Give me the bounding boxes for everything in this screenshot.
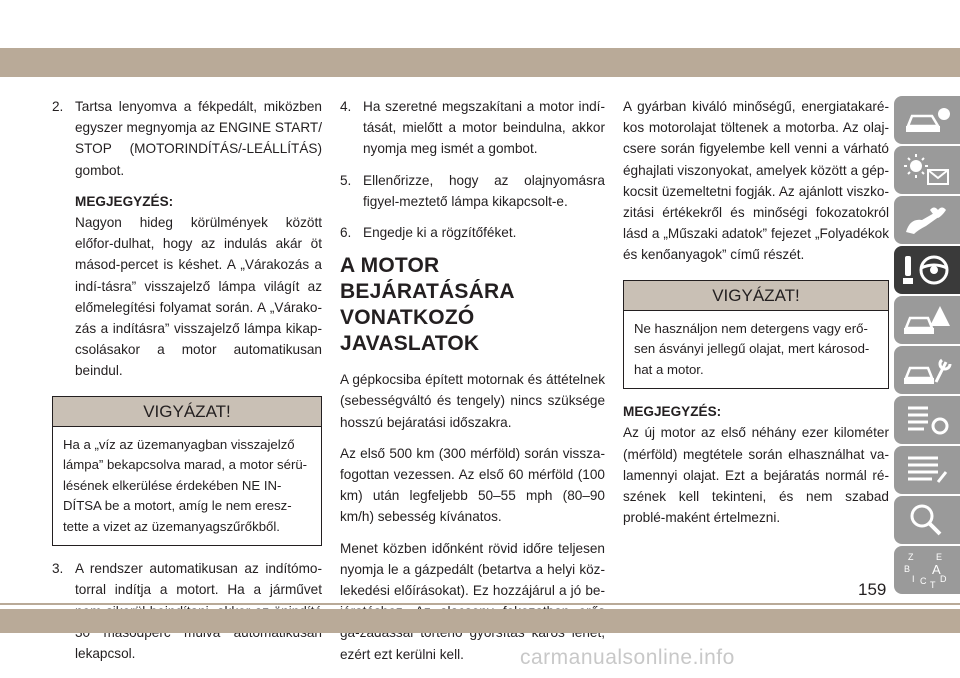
step-number: 4. xyxy=(340,99,352,114)
paragraph: A gépkocsiba épített motornak és áttételnek (sebességváltó és tengely) nincs szüksége hosszú bejáratási időszakra. xyxy=(340,372,605,430)
step-text: Ellenőrizze, hogy az olajnyomásra figyel-meztető lámpa kikapcsolt-e. xyxy=(363,172,605,209)
step-number: 3. xyxy=(52,561,64,577)
note-heading: MEGJEGYZÉS: xyxy=(75,193,174,209)
index-letter: I xyxy=(912,574,915,584)
index-letter: D xyxy=(940,574,947,584)
person-heart-icon xyxy=(902,202,952,238)
tab-car-warning[interactable] xyxy=(894,296,960,344)
lights-mail-icon xyxy=(902,152,952,188)
column-right xyxy=(623,96,889,538)
step-5 xyxy=(340,170,605,212)
index-letters-icon xyxy=(902,550,952,590)
paragraph: A gyárban kiváló minőségű, energiatakaré-kos motorolajat töltenek a motorba. Az olaj-csere során figyelembe kell venni a várható éghajlati viszonyokat, amelyek között a gép-kocsit üzemeltetni fogják. Az ajánlott viszko-zitási értékekről és minőségi fokozatokról lásd a „Műszaki adatok” fejezet „Folyadékok és kenőanyagok” című részét. xyxy=(623,99,889,263)
note-text: Az új motor az első néhány ezer kilométer (mérföld) megtétele során elhasználhat va-lamennyi olajat. Ezt a bejáratás normál ré-szének kell tekinteni, és nem szabad problé-maként értelmezni. xyxy=(623,425,889,526)
tab-lights-mail[interactable] xyxy=(894,146,960,194)
column-left xyxy=(52,96,322,674)
bottom-line xyxy=(0,603,960,605)
tab-person-heart[interactable] xyxy=(894,196,960,244)
column-middle xyxy=(340,96,605,675)
step-text: Engedje ki a rögzítőféket. xyxy=(363,225,517,241)
bottom-band xyxy=(0,609,960,633)
tab-index[interactable] xyxy=(894,546,960,594)
step-2 xyxy=(52,96,322,181)
section-heading: A MOTOR BEJÁRATÁSÁRA VONATKOZÓ JAVASLATOK xyxy=(340,254,514,356)
step-text: A rendszer automatikusan az indítómo-torral indítja a motort. Ha a járművet lekapcsol. xyxy=(75,561,322,661)
tab-car-wrench[interactable] xyxy=(894,346,960,394)
warning-text: Ne használjon nem detergens vagy erő-sen ásványi jellegű olajat, mert károsod-hat a motor. xyxy=(634,320,870,377)
spec-list-icon xyxy=(902,402,952,438)
warning-title: VIGYÁZAT! xyxy=(53,397,321,427)
step-number: 2. xyxy=(52,99,64,114)
list-icon xyxy=(902,452,952,488)
warning-title: VIGYÁZAT! xyxy=(624,281,888,311)
index-letter: T xyxy=(930,580,936,590)
index-letter: B xyxy=(904,564,911,574)
warning-text: Ha a „víz az üzemanyagban visszajelző lámpa” bekapcsolva marad, a motor sérü-lésének elkerülése érdekében NE IN-DÍTSA be a motort, amíg le nem eresz-tette a vizet az üzemanyagszűrőkből. xyxy=(63,436,308,534)
note-text: Nagyon hideg körülmények között előfor-dulhat, hogy az indulás akár öt másod-percet is késhet. A „Várakozás a indí-tásra” visszajelző lámpa világít az előmelegítési folyamat során. A „Várako-zás a indításra” visszajelző lámpa kikap-csolásakor a motor automatikusan beindul. xyxy=(75,215,322,379)
step-text: Ha szeretné megszakítani a motor indí-tását, mielőtt a motor beindulna, akkor nyomja meg ismét a gombot. xyxy=(363,99,605,157)
car-info-icon xyxy=(902,102,952,138)
car-wrench-icon xyxy=(902,352,952,388)
tab-starting-driving[interactable] xyxy=(894,246,960,294)
warning-box xyxy=(52,396,322,547)
top-band xyxy=(0,48,960,77)
chapter-tabs xyxy=(894,96,960,596)
watermark: carmanualsonline.info xyxy=(520,646,735,669)
step-6 xyxy=(340,222,605,243)
paragraph: Menet közben időnként rövid időre teljesen nyomja le a gázpedált (betartva a helyi köz-lekedési előírásokat). Ez hozzájárul a jó be- ezért ezt kerülni kell. xyxy=(340,540,605,662)
index-letter: E xyxy=(936,552,943,562)
page-number: 159 xyxy=(858,580,887,599)
step-text: Tartsa lenyomva a fékpedált, miközben egyszer megnyomja az ENGINE START/ STOP (MOTORINDÍTÁS/-LEÁLLÍTÁS) gombot. xyxy=(75,99,322,178)
warning-box xyxy=(623,280,889,390)
tab-technical-specs[interactable] xyxy=(894,396,960,444)
paragraph: Az első 500 km (300 mérföld) során vissza-fogottan vezessen. Az első 60 mérföld (100 km) után legfeljebb 50–55 mph (80–90 km/h) sebesség kívánatos. xyxy=(340,445,605,525)
step-number: 6. xyxy=(340,225,352,241)
step-number: 5. xyxy=(340,172,352,188)
index-letter: A xyxy=(932,562,941,577)
step-4 xyxy=(340,96,605,160)
index-letter: Z xyxy=(908,552,914,562)
tab-list[interactable] xyxy=(894,446,960,494)
tab-car-info[interactable] xyxy=(894,96,960,144)
note-heading: MEGJEGYZÉS: xyxy=(623,404,722,420)
index-letter: C xyxy=(920,576,927,586)
search-icon xyxy=(902,502,952,538)
car-warning-icon xyxy=(902,302,952,338)
tab-search[interactable] xyxy=(894,496,960,544)
note-block xyxy=(75,191,322,382)
steering-wheel-icon xyxy=(902,252,952,288)
